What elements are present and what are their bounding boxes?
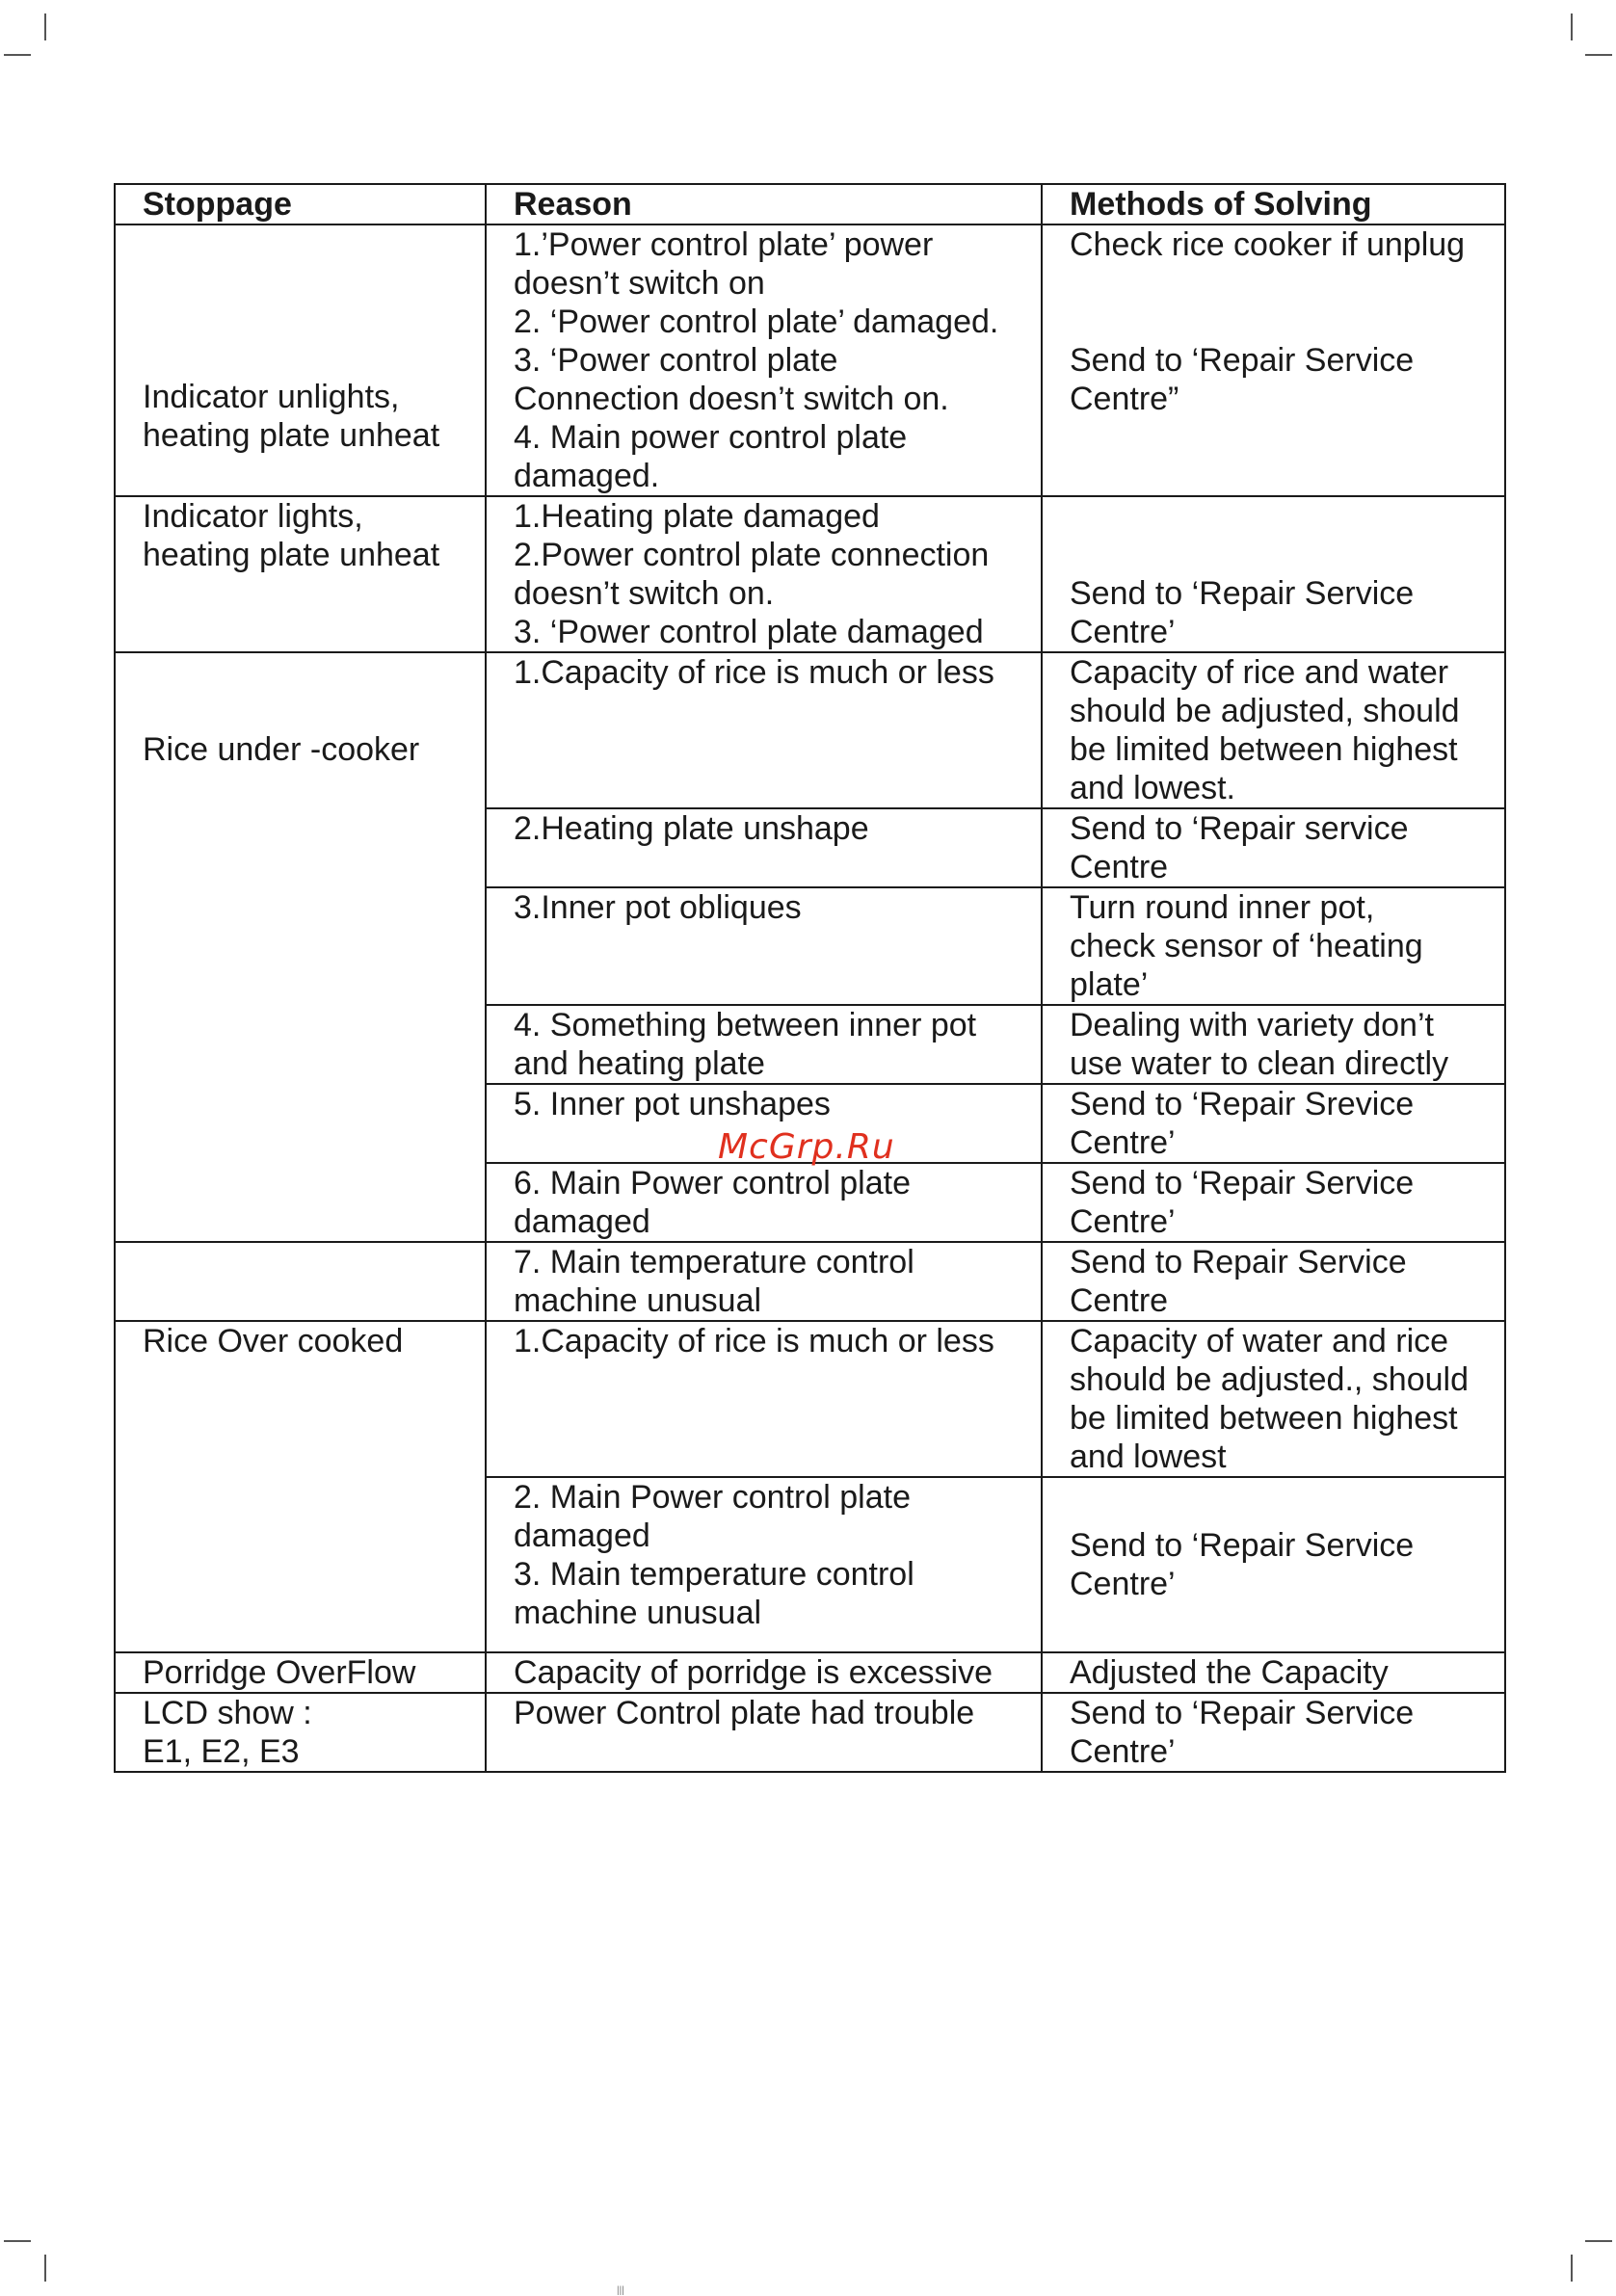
cell-text: heating plate unheat <box>143 417 440 454</box>
header-reason: Reason <box>486 184 1042 224</box>
crop-mark <box>1585 54 1612 56</box>
cell-text: Turn round inner pot, <box>1070 889 1375 926</box>
cell-text: 3. ‘Power control plate damaged <box>514 614 984 650</box>
method-cell <box>1042 1242 1505 1321</box>
header-stoppage: Stoppage <box>115 184 486 224</box>
cell-text: Send to ‘Repair Service <box>1070 1165 1415 1201</box>
method-cell <box>1042 1084 1505 1163</box>
method-cell <box>1042 887 1505 1005</box>
method-cell <box>1042 1163 1505 1242</box>
table-row <box>115 1242 1505 1321</box>
cell-text: Centre’ <box>1070 1566 1176 1602</box>
cell-text: 1.Heating plate damaged <box>514 498 880 535</box>
method-cell <box>1042 496 1505 652</box>
cell-text: Adjusted the Capacity <box>1070 1654 1389 1691</box>
method-cell <box>1042 808 1505 887</box>
crop-mark <box>44 2255 46 2282</box>
cell-text: 1.Capacity of rice is much or less <box>514 1323 994 1359</box>
header-methods: Methods of Solving <box>1042 184 1505 224</box>
footer-marks: ||| <box>617 2285 624 2296</box>
table-row <box>115 1321 1505 1477</box>
method-cell <box>1042 1005 1505 1084</box>
spacer <box>143 653 475 692</box>
table-row <box>115 496 1505 652</box>
method-cell <box>1042 1477 1505 1652</box>
cell-text: Send to ‘Repair service <box>1070 810 1409 847</box>
cell-text: 3.Inner pot obliques <box>514 889 802 926</box>
cell-text: Rice Over cooked <box>143 1323 404 1359</box>
crop-mark <box>1585 2240 1612 2242</box>
cell-text: be limited between highest <box>1070 731 1458 768</box>
method-cell <box>1042 224 1505 496</box>
cell-text: machine unusual <box>514 1282 762 1319</box>
cell-text: Send to ‘Repair Srevice <box>1070 1086 1415 1122</box>
method-cell <box>1042 1321 1505 1477</box>
cell-text: should be adjusted, should <box>1070 693 1460 729</box>
cell-text: 4. Main power control plate <box>514 419 908 456</box>
spacer <box>1070 264 1495 303</box>
cell-text: 6. Main Power control plate <box>514 1165 911 1201</box>
spacer <box>1070 303 1495 341</box>
troubleshooting-table <box>114 183 1506 1773</box>
cell-text: 2. Main Power control plate <box>514 1479 911 1516</box>
cell-text: Send to ‘Repair Service <box>1070 575 1415 612</box>
cell-text: and heating plate <box>514 1045 765 1082</box>
stoppage-cell <box>115 224 486 496</box>
cell-text: use water to clean directly <box>1070 1045 1449 1082</box>
cell-text: LCD show : <box>143 1695 312 1731</box>
cell-text: Capacity of water and rice <box>1070 1323 1449 1359</box>
table-row <box>115 1652 1505 1693</box>
cell-text: Send to ‘Repair Service <box>1070 342 1415 379</box>
cell-text: doesn’t switch on. <box>514 575 775 612</box>
cell-text: 7. Main temperature control <box>514 1244 914 1280</box>
watermark: McGrp.Ru <box>718 1127 895 1167</box>
cell-text: Centre’ <box>1070 614 1176 650</box>
cell-text: Power Control plate had trouble <box>514 1695 975 1731</box>
cell-text: and lowest <box>1070 1438 1227 1475</box>
cell-text: heating plate unheat <box>143 537 440 573</box>
cell-text: plate’ <box>1070 966 1149 1003</box>
cell-text: Centre’ <box>1070 1203 1176 1240</box>
reason-cell <box>486 1005 1042 1084</box>
reason-cell <box>486 1652 1042 1693</box>
cell-text: 2.Heating plate unshape <box>514 810 869 847</box>
reason-cell <box>486 1242 1042 1321</box>
cell-text: should be adjusted., should <box>1070 1361 1469 1398</box>
cell-text: Capacity of rice and water <box>1070 654 1449 691</box>
method-cell <box>1042 652 1505 808</box>
cell-text: 3. ‘Power control plate <box>514 342 838 379</box>
cell-text: 5. Inner pot unshapes <box>514 1086 831 1122</box>
cell-text: Porridge OverFlow <box>143 1654 416 1691</box>
cell-text: Send to ‘Repair Service <box>1070 1695 1415 1731</box>
stoppage-cell <box>115 652 486 1242</box>
cell-text: Rice under -cooker <box>143 731 420 768</box>
reason-cell <box>486 1693 1042 1772</box>
cell-text: be limited between highest <box>1070 1400 1458 1437</box>
cell-text: check sensor of ‘heating <box>1070 928 1423 964</box>
crop-mark <box>1571 2255 1573 2282</box>
cell-text: and lowest. <box>1070 770 1235 806</box>
cell-text: E1, E2, E3 <box>143 1733 300 1770</box>
reason-cell <box>486 224 1042 496</box>
reason-cell <box>486 496 1042 652</box>
reason-cell <box>486 808 1042 887</box>
table-header-row <box>115 184 1505 224</box>
stoppage-cell <box>115 1693 486 1772</box>
method-cell <box>1042 1652 1505 1693</box>
cell-text: Connection doesn’t switch on. <box>514 381 949 417</box>
reason-cell <box>486 1321 1042 1477</box>
cell-text: Send to ‘Repair Service <box>1070 1527 1415 1564</box>
cell-text: Centre <box>1070 1282 1169 1319</box>
cell-text: doesn’t switch on <box>514 265 765 302</box>
reason-cell <box>486 652 1042 808</box>
cell-text: machine unusual <box>514 1595 762 1631</box>
cell-text: 4. Something between inner pot <box>514 1007 977 1043</box>
stoppage-cell <box>115 1652 486 1693</box>
cell-text: 2. ‘Power control plate’ damaged. <box>514 303 999 340</box>
cell-text: Indicator unlights, <box>143 379 400 415</box>
cell-text: damaged <box>514 1203 650 1240</box>
crop-mark <box>1571 13 1573 40</box>
table-row <box>115 652 1505 808</box>
cell-text: Centre’ <box>1070 1733 1176 1770</box>
reason-cell <box>486 1163 1042 1242</box>
stoppage-cell <box>115 1321 486 1652</box>
cell-text: 1.’Power control plate’ power <box>514 226 934 263</box>
table-row <box>115 1693 1505 1772</box>
cell-text: Dealing with variety don’t <box>1070 1007 1434 1043</box>
cell-text: Capacity of porridge is excessive <box>514 1654 993 1691</box>
cell-text: 1.Capacity of rice is much or less <box>514 654 994 691</box>
cell-text: Centre” <box>1070 381 1179 417</box>
reason-cell <box>486 887 1042 1005</box>
reason-cell <box>486 1477 1042 1652</box>
cell-text: 3. Main temperature control <box>514 1556 914 1593</box>
cell-text: Indicator lights, <box>143 498 363 535</box>
cell-text: Check rice cooker if unplug <box>1070 226 1466 263</box>
table-row <box>115 224 1505 496</box>
cell-text: damaged. <box>514 458 660 494</box>
method-cell <box>1042 1693 1505 1772</box>
crop-mark <box>4 54 31 56</box>
crop-mark <box>44 13 46 40</box>
spacer <box>143 692 475 730</box>
cell-text: Centre <box>1070 849 1169 885</box>
cell-text: Send to Repair Service <box>1070 1244 1407 1280</box>
crop-mark <box>4 2240 31 2242</box>
cell-text: damaged <box>514 1517 650 1554</box>
cell-text: Centre’ <box>1070 1124 1176 1161</box>
stoppage-cell <box>115 1242 486 1321</box>
stoppage-cell <box>115 496 486 652</box>
cell-text: 2.Power control plate connection <box>514 537 990 573</box>
